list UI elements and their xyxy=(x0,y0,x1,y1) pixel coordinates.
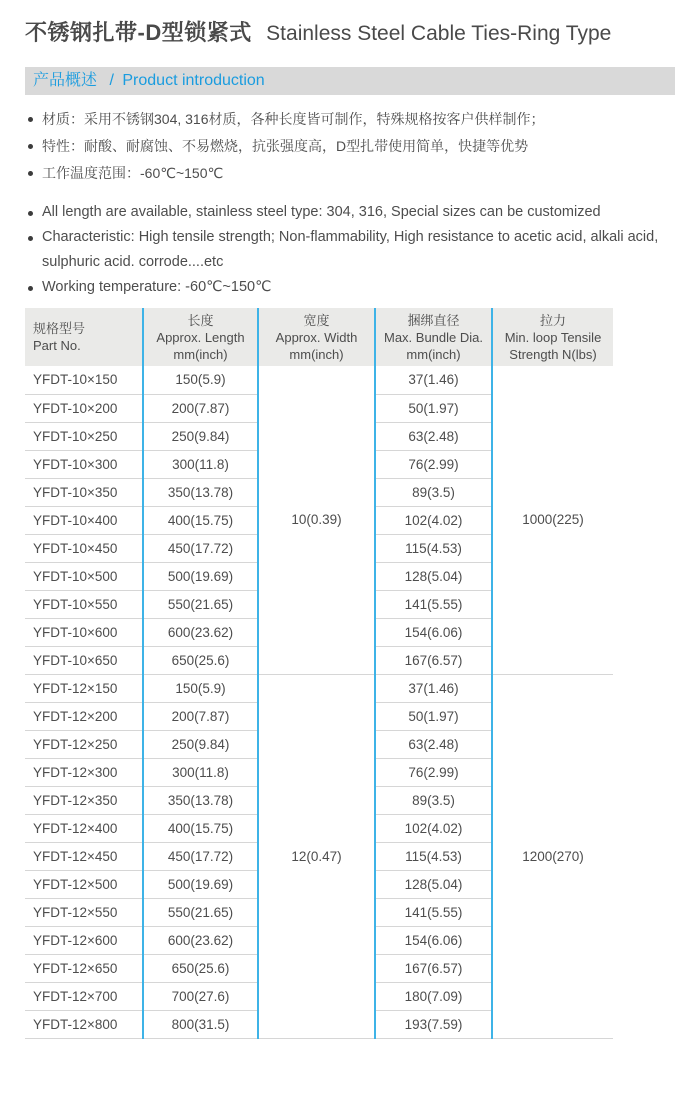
part-no-cell: YFDT-12×300 xyxy=(25,758,143,786)
bundle-dia-cell: 180(7.09) xyxy=(375,982,492,1010)
length-cell: 250(9.84) xyxy=(143,730,258,758)
header-line-unit: mm(inch) xyxy=(173,346,228,362)
width-merged-cell: 12(0.47) xyxy=(258,674,375,1038)
bundle-dia-cell: 63(2.48) xyxy=(375,422,492,450)
spec-table-body xyxy=(25,366,613,1038)
bundle-dia-cell: 63(2.48) xyxy=(375,730,492,758)
part-no-cell: YFDT-12×250 xyxy=(25,730,143,758)
column-header-length xyxy=(143,308,258,366)
bundle-dia-cell: 50(1.97) xyxy=(375,702,492,730)
section-label-separator: / xyxy=(109,72,114,89)
header-line-zh: 捆绑直径 xyxy=(407,312,460,328)
bundle-dia-cell: 102(4.02) xyxy=(375,506,492,534)
length-cell: 300(11.8) xyxy=(143,758,258,786)
part-no-cell: YFDT-10×300 xyxy=(25,450,143,478)
bullet-item: 工作温度范围：-60℃~150℃ xyxy=(25,160,675,187)
header-line-zh: 宽度 xyxy=(303,312,330,328)
bundle-dia-cell: 37(1.46) xyxy=(375,366,492,394)
part-no-cell: YFDT-10×500 xyxy=(25,562,143,590)
section-label-en: Product introduction xyxy=(122,72,265,89)
length-cell: 150(5.9) xyxy=(143,366,258,394)
header-line-zh: 规格型号 xyxy=(33,321,86,336)
part-no-cell: YFDT-12×500 xyxy=(25,870,143,898)
bundle-dia-cell: 128(5.04) xyxy=(375,870,492,898)
tensile-merged-cell: 1000(225) xyxy=(492,366,613,674)
table-row xyxy=(25,366,613,394)
length-cell: 350(13.78) xyxy=(143,786,258,814)
bullet-list-chinese xyxy=(25,106,675,187)
length-cell: 350(13.78) xyxy=(143,478,258,506)
bundle-dia-cell: 115(4.53) xyxy=(375,534,492,562)
bundle-dia-cell: 102(4.02) xyxy=(375,814,492,842)
part-no-cell: YFDT-10×400 xyxy=(25,506,143,534)
bullet-item: Working temperature: -60℃~150℃ xyxy=(25,275,675,300)
part-no-cell: YFDT-10×450 xyxy=(25,534,143,562)
header-row xyxy=(25,308,613,366)
header-line-en: Min. loop Tensile xyxy=(504,329,602,345)
column-header-part-no xyxy=(25,308,143,366)
bullet-item: All length are available, stainless steel type: 304, 316, Special sizes can be customized xyxy=(25,200,675,225)
bundle-dia-cell: 89(3.5) xyxy=(375,786,492,814)
section-header-product-introduction xyxy=(25,67,675,95)
part-no-cell: YFDT-10×200 xyxy=(25,394,143,422)
part-no-cell: YFDT-12×600 xyxy=(25,926,143,954)
length-cell: 550(21.65) xyxy=(143,590,258,618)
column-header-tensile xyxy=(492,308,613,366)
header-line-unit: mm(inch) xyxy=(289,346,344,362)
part-no-cell: YFDT-12×700 xyxy=(25,982,143,1010)
length-cell: 650(25.6) xyxy=(143,954,258,982)
header-line-unit: mm(inch) xyxy=(406,346,461,362)
part-no-cell: YFDT-12×400 xyxy=(25,814,143,842)
bundle-dia-cell: 141(5.55) xyxy=(375,590,492,618)
bundle-dia-cell: 89(3.5) xyxy=(375,478,492,506)
header-line-en: Max. Bundle Dia. xyxy=(384,329,483,345)
part-no-cell: YFDT-10×150 xyxy=(25,366,143,394)
length-cell: 500(19.69) xyxy=(143,562,258,590)
bundle-dia-cell: 193(7.59) xyxy=(375,1010,492,1038)
part-no-cell: YFDT-10×550 xyxy=(25,590,143,618)
part-no-cell: YFDT-12×350 xyxy=(25,786,143,814)
spec-table-header xyxy=(25,308,613,366)
part-no-cell: YFDT-10×650 xyxy=(25,646,143,674)
part-no-cell: YFDT-12×200 xyxy=(25,702,143,730)
tensile-merged-cell: 1200(270) xyxy=(492,674,613,1038)
length-cell: 600(23.62) xyxy=(143,618,258,646)
part-no-cell: YFDT-10×350 xyxy=(25,478,143,506)
bundle-dia-cell: 37(1.46) xyxy=(375,674,492,702)
length-cell: 450(17.72) xyxy=(143,534,258,562)
page-title-zh: 不锈钢扎带-D型锁紧式 xyxy=(25,20,252,45)
bundle-dia-cell: 128(5.04) xyxy=(375,562,492,590)
header-line-zh: 拉力 xyxy=(539,312,566,328)
column-header-bundle-dia xyxy=(375,308,492,366)
bundle-dia-cell: 50(1.97) xyxy=(375,394,492,422)
bundle-dia-cell: 76(2.99) xyxy=(375,758,492,786)
bundle-dia-cell: 141(5.55) xyxy=(375,898,492,926)
length-cell: 650(25.6) xyxy=(143,646,258,674)
table-row xyxy=(25,674,613,702)
length-cell: 150(5.9) xyxy=(143,674,258,702)
header-line-unit: Strength N(lbs) xyxy=(509,346,597,362)
part-no-cell: YFDT-12×650 xyxy=(25,954,143,982)
length-cell: 400(15.75) xyxy=(143,506,258,534)
bundle-dia-cell: 154(6.06) xyxy=(375,618,492,646)
header-line-en: Approx. Width xyxy=(275,329,358,345)
bullet-item: Characteristic: High tensile strength; Non-flammability, High resistance to acetic acid, alkali acid, sulphuric acid. corrode....etc xyxy=(25,225,675,275)
bullet-list-english xyxy=(25,200,675,300)
spec-table xyxy=(25,308,613,1039)
width-merged-cell: 10(0.39) xyxy=(258,366,375,674)
length-cell: 300(11.8) xyxy=(143,450,258,478)
header-line-zh: 长度 xyxy=(187,312,214,328)
length-cell: 700(27.6) xyxy=(143,982,258,1010)
page-title xyxy=(25,18,675,51)
part-no-cell: YFDT-10×250 xyxy=(25,422,143,450)
part-no-cell: YFDT-12×800 xyxy=(25,1010,143,1038)
part-no-cell: YFDT-12×550 xyxy=(25,898,143,926)
length-cell: 800(31.5) xyxy=(143,1010,258,1038)
part-no-cell: YFDT-12×450 xyxy=(25,842,143,870)
page-title-en: Stainless Steel Cable Ties-Ring Type xyxy=(266,22,612,45)
header-line-en: Part No. xyxy=(33,338,81,353)
part-no-cell: YFDT-10×600 xyxy=(25,618,143,646)
bullet-item: 特性：耐酸、耐腐蚀、不易燃烧，抗张强度高，D型扎带使用简单，快捷等优势 xyxy=(25,133,675,160)
length-cell: 550(21.65) xyxy=(143,898,258,926)
length-cell: 200(7.87) xyxy=(143,702,258,730)
bullet-item: 材质：采用不锈钢304, 316材质，各种长度皆可制作，特殊规格按客户供样制作； xyxy=(25,106,675,133)
header-line-en: Approx. Length xyxy=(156,329,245,345)
length-cell: 400(15.75) xyxy=(143,814,258,842)
bundle-dia-cell: 76(2.99) xyxy=(375,450,492,478)
length-cell: 600(23.62) xyxy=(143,926,258,954)
bundle-dia-cell: 167(6.57) xyxy=(375,646,492,674)
part-no-cell: YFDT-12×150 xyxy=(25,674,143,702)
section-label-zh: 产品概述 xyxy=(33,72,98,89)
bundle-dia-cell: 115(4.53) xyxy=(375,842,492,870)
length-cell: 250(9.84) xyxy=(143,422,258,450)
length-cell: 450(17.72) xyxy=(143,842,258,870)
length-cell: 500(19.69) xyxy=(143,870,258,898)
column-header-width xyxy=(258,308,375,366)
bundle-dia-cell: 167(6.57) xyxy=(375,954,492,982)
bundle-dia-cell: 154(6.06) xyxy=(375,926,492,954)
length-cell: 200(7.87) xyxy=(143,394,258,422)
